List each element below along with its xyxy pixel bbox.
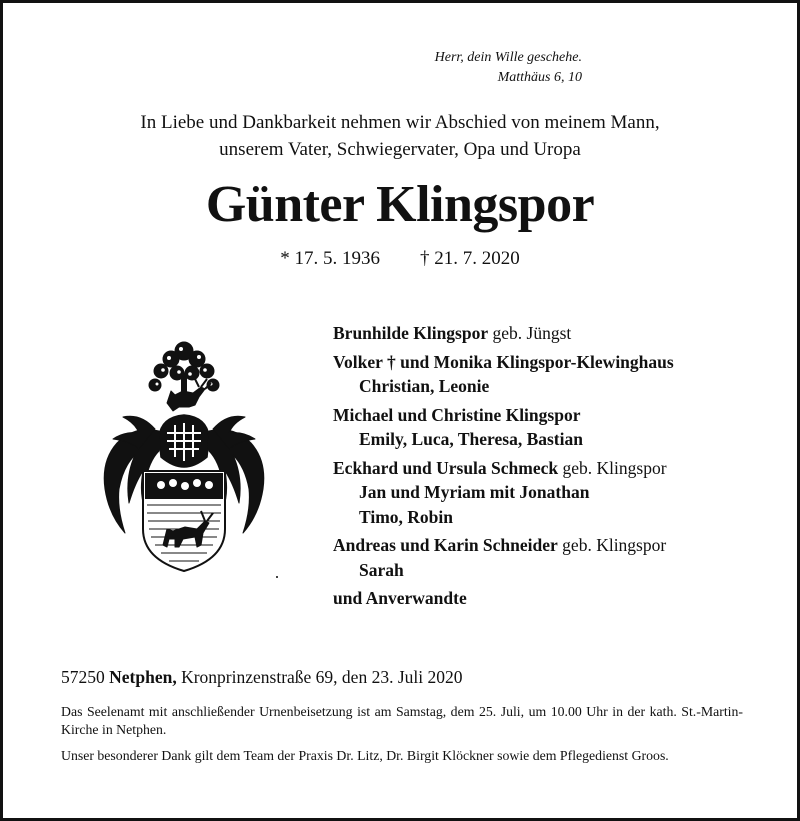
quote-text: Herr, dein Wille geschehe.	[434, 50, 582, 65]
grandchildren: Emily, Luca, Theresa, Bastian	[359, 429, 583, 449]
coat-of-arms-icon	[95, 333, 273, 573]
intro-line-2: unserem Vater, Schwiegervater, Opa und Uropa	[219, 139, 581, 160]
relatives: und Anverwandte	[333, 588, 467, 608]
family-member: Eckhard und Ursula Schmeck	[333, 457, 559, 478]
funeral-notice: Das Seelenamt mit anschließender Urnenbeisetzung ist am Samstag, dem 25. Juli, um 10.00 Uhr in der kath. St.-Martin-Kirche in Netphen.	[61, 704, 743, 737]
address-date: Kronprinzenstraße 69, den 23. Juli 2020	[176, 667, 463, 687]
grandchildren: Jan und Myriam mit Jonathan	[359, 482, 590, 502]
family-member: Andreas und Karin Schneider	[333, 535, 558, 555]
intro-text	[3, 109, 797, 163]
thanks-notice: Unser besonderer Dank gilt dem Team der Praxis Dr. Litz, Dr. Birgit Klöckner sowie dem Pflegedienst Groos.	[61, 748, 669, 763]
family-list	[333, 321, 674, 615]
maiden-name: geb. Klingspor	[557, 535, 667, 555]
bible-quote	[435, 48, 582, 88]
family-group	[333, 321, 674, 346]
family-group	[333, 350, 674, 399]
family-member: Michael und Christine Klingspor	[333, 404, 581, 425]
family-group	[333, 456, 674, 530]
death-date: † 21. 7. 2020	[420, 248, 520, 269]
family-member: Brunhilde Klingspor	[333, 323, 489, 343]
deceased-name: Günter Klingspor	[205, 176, 595, 233]
grandchildren: Timo, Robin	[359, 506, 454, 527]
maiden-name: geb. Jüngst	[488, 323, 572, 343]
birth-date: * 17. 5. 1936	[280, 248, 380, 269]
life-dates	[3, 247, 797, 271]
postal-code: 57250	[61, 667, 110, 687]
place-and-date	[61, 666, 462, 688]
city: Netphen,	[109, 667, 177, 687]
maiden-name: geb. Klingspor	[558, 457, 667, 478]
intro-line-1: In Liebe und Dankbarkeit nehmen wir Abschied von meinem Mann,	[140, 112, 660, 133]
family-member: Volker † und Monika Klingspor-Klewinghaus	[333, 351, 674, 372]
grandchildren: Sarah	[359, 559, 404, 580]
print-speck	[276, 576, 278, 578]
grandchildren: Christian, Leonie	[359, 376, 490, 396]
family-group	[333, 403, 674, 452]
family-group	[333, 533, 674, 582]
quote-reference: Matthäus 6, 10	[497, 70, 582, 85]
